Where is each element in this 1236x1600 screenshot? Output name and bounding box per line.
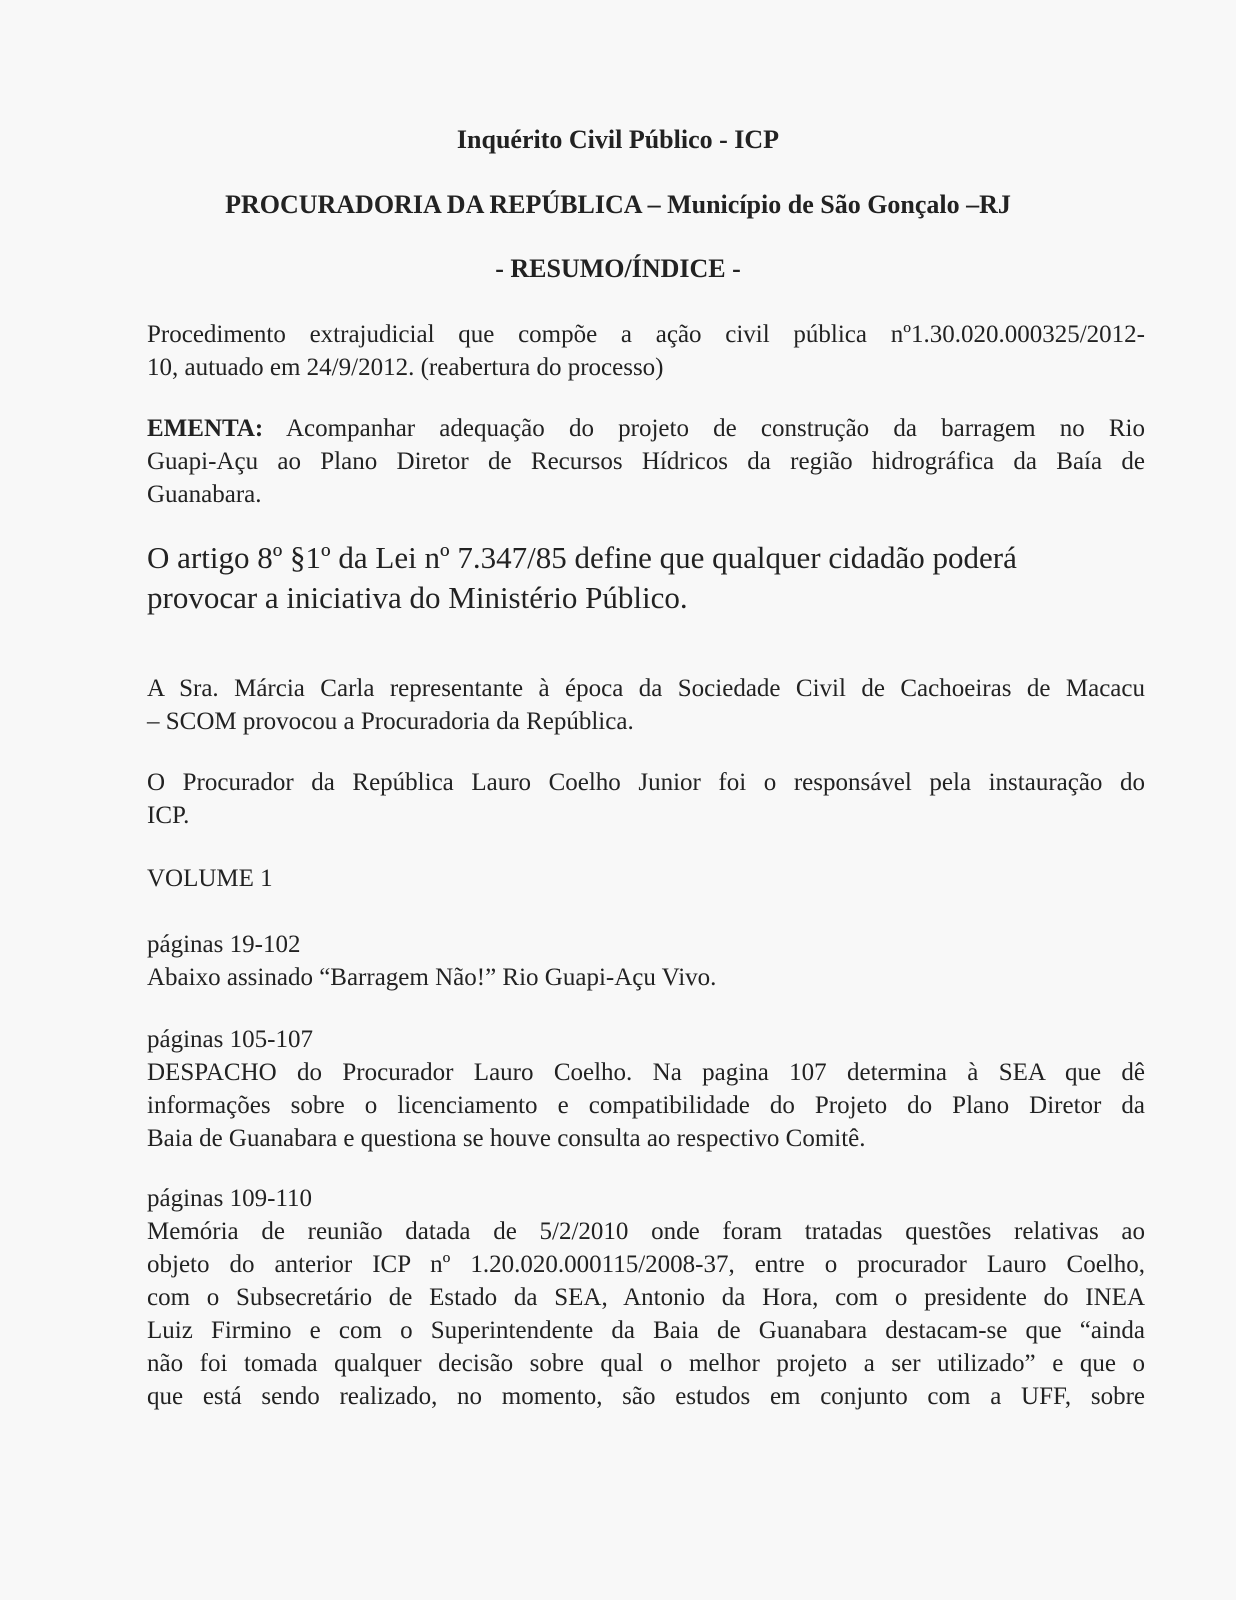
document-title: Inquérito Civil Público - ICP bbox=[456, 125, 780, 154]
entry-line: DESPACHO do Procurador Lauro Coelho. Na pagina 107 determina à SEA que dê bbox=[147, 1059, 1145, 1086]
index-entry bbox=[147, 1182, 1145, 1413]
article-line: provocar a iniciativa do Ministério Público. bbox=[147, 580, 688, 615]
entry-line: informações sobre o licenciamento e compatibilidade do Projeto do Plano Diretor da bbox=[147, 1092, 1145, 1119]
marcia-line: – SCOM provocou a Procuradoria da República. bbox=[147, 708, 634, 735]
index-entry bbox=[147, 928, 1145, 994]
ementa-line: Guanabara. bbox=[147, 481, 262, 508]
organization-heading: PROCURADORIA DA REPÚBLICA – Município de São Gonçalo –RJ bbox=[225, 190, 1011, 219]
summary-heading: - RESUMO/ÍNDICE - bbox=[495, 254, 741, 283]
entry-line: não foi tomada qualquer decisão sobre qual o melhor projeto a ser utilizado” e que o bbox=[147, 1350, 1145, 1377]
ementa-line bbox=[147, 412, 1145, 445]
entry-line: objeto do anterior ICP nº 1.20.020.000115/2008-37, entre o procurador Lauro Coelho, bbox=[147, 1251, 1145, 1278]
volume-heading: VOLUME 1 bbox=[147, 865, 273, 892]
entry-pages: páginas 105-107 bbox=[147, 1026, 313, 1053]
ementa-line: Guapi-Açu ao Plano Diretor de Recursos Hídricos da região hidrográfica da Baía de bbox=[147, 448, 1145, 475]
marcia-line: A Sra. Márcia Carla representante à época da Sociedade Civil de Cachoeiras de Macacu bbox=[147, 675, 1145, 702]
procurador-line: ICP. bbox=[147, 802, 190, 829]
entry-line: com o Subsecretário de Estado da SEA, Antonio da Hora, com o presidente do INEA bbox=[147, 1284, 1145, 1311]
procurador-paragraph bbox=[147, 766, 1145, 832]
entry-line: Abaixo assinado “Barragem Não!” Rio Guapi-Açu Vivo. bbox=[147, 964, 717, 991]
procurador-line: O Procurador da República Lauro Coelho Junior foi o responsável pela instauração do bbox=[147, 769, 1145, 796]
ementa-line-text: Acompanhar adequação do projeto de construção da barragem no Rio bbox=[263, 415, 1145, 442]
entry-pages: páginas 19-102 bbox=[147, 931, 301, 958]
index-entry bbox=[147, 1023, 1145, 1155]
entry-line: Memória de reunião datada de 5/2/2010 onde foram tratadas questões relativas ao bbox=[147, 1218, 1145, 1245]
intro-line: Procedimento extrajudicial que compõe a ação civil pública nº1.30.020.000325/2012- bbox=[147, 321, 1145, 348]
intro-line: 10, autuado em 24/9/2012. (reabertura do processo) bbox=[147, 354, 664, 381]
article-line: O artigo 8º §1º da Lei nº 7.347/85 define que qualquer cidadão poderá bbox=[147, 540, 1017, 575]
entry-line: que está sendo realizado, no momento, são estudos em conjunto com a UFF, sobre bbox=[147, 1383, 1145, 1410]
intro-paragraph bbox=[147, 318, 1145, 384]
entry-pages: páginas 109-110 bbox=[147, 1185, 313, 1212]
ementa-label: EMENTA: bbox=[147, 415, 264, 442]
marcia-paragraph bbox=[147, 672, 1145, 738]
entry-line: Baia de Guanabara e questiona se houve consulta ao respectivo Comitê. bbox=[147, 1125, 866, 1152]
entry-line: Luiz Firmino e com o Superintendente da Baia de Guanabara destacam-se que “ainda bbox=[147, 1317, 1145, 1344]
article-paragraph bbox=[147, 538, 1145, 618]
ementa-paragraph bbox=[147, 412, 1145, 511]
